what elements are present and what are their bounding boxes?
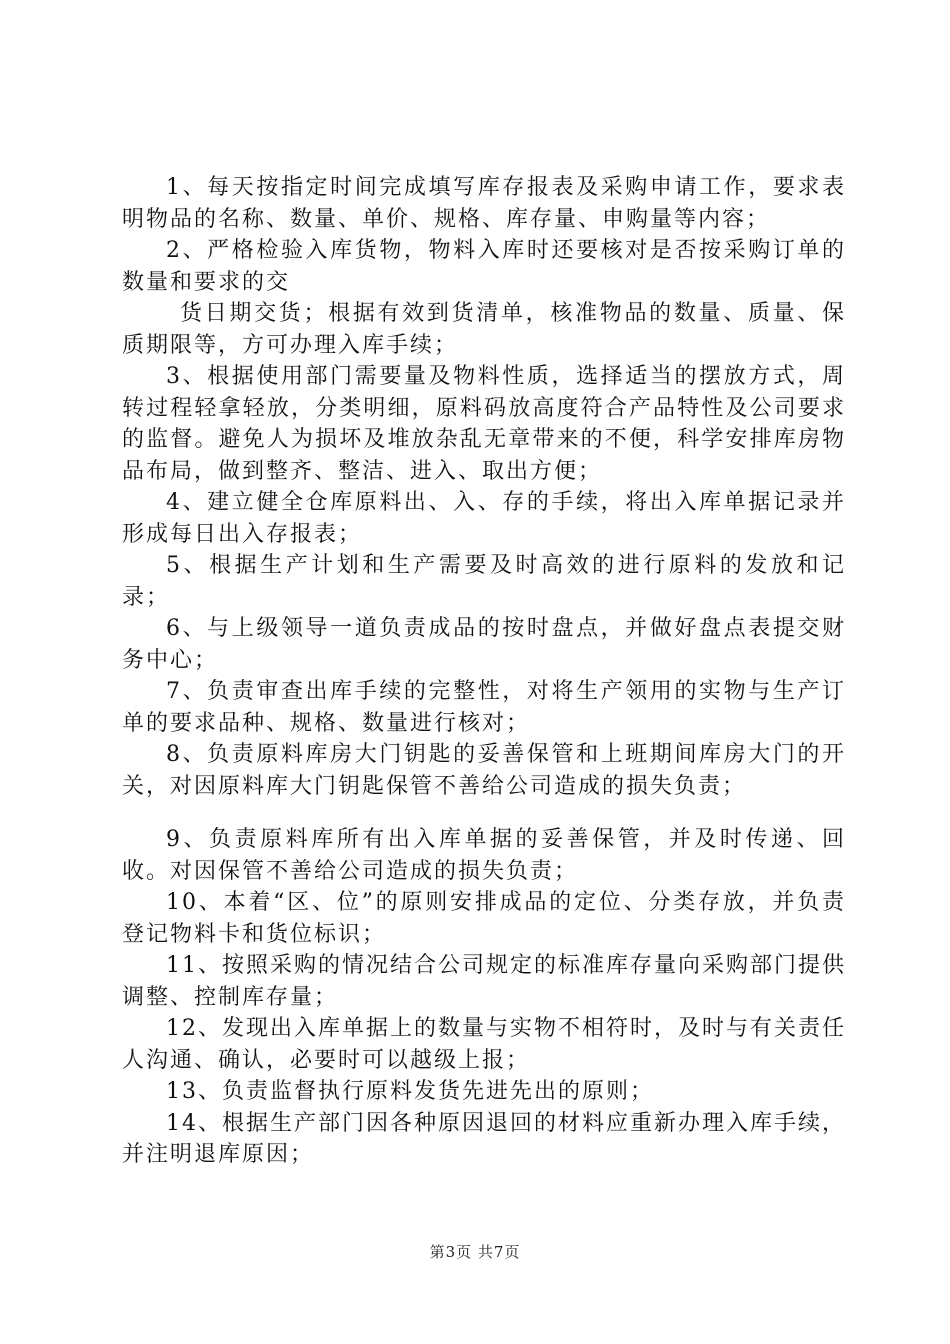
paragraph-item-13: 13、负责监督执行原料发货先进先出的原则； — [166, 1079, 654, 1104]
paragraph-item-10: 10、本着“区、位”的原则安排成品的定位、分类存放，并负责登记物料卡和货位标识； — [122, 890, 846, 947]
paragraph-item-14: 14、根据生产部门因各种原因退回的材料应重新办理入库手续，并注明退库原因； — [122, 1110, 846, 1167]
paragraph-item-8: 8、负责原料库房大门钥匙的妥善保管和上班期间库房大门的开关，对因原料库大门钥匙保管不善给公司造成的损失负责； — [122, 742, 846, 799]
paragraph-spacer — [122, 802, 846, 824]
paragraph-item-9: 9、负责原料库所有出入库单据的妥善保管，并及时传递、回收。对因保管不善给公司造成的损失负责； — [122, 827, 846, 884]
paragraph-item-2-continued: 货日期交货；根据有效到货清单，核准物品的数量、质量、保质期限等，方可办理入库手续； — [122, 301, 846, 358]
page-number-footer: 第3页 共7页 — [429, 1243, 521, 1261]
paragraph-item-12: 12、发现出入库单据上的数量与实物不相符时，及时与有关责任人沟通、确认，必要时可以越级上报； — [122, 1016, 846, 1073]
paragraph-item-7: 7、负责审查出库手续的完整性，对将生产领用的实物与生产订单的要求品种、规格、数量进行核对； — [122, 679, 846, 736]
paragraph-item-3: 3、根据使用部门需要量及物料性质，选择适当的摆放方式，周转过程轻拿轻放，分类明细，原料码放高度符合产品特性及公司要求的监督。避免人为损坏及堆放杂乱无章带来的不便，科学安排库房物品布局，做到整齐、整洁、进入、取出方便； — [122, 364, 846, 484]
paragraph-item-4: 4、建立健全仓库原料出、入、存的手续，将出入库单据记录并形成每日出入存报表； — [122, 490, 846, 547]
document-body — [122, 172, 846, 1171]
paragraph-item-2: 2、严格检验入库货物，物料入库时还要核对是否按采购订单的数量和要求的交 — [122, 238, 846, 295]
paragraph-item-11: 11、按照采购的情况结合公司规定的标准库存量向采购部门提供调整、控制库存量； — [122, 953, 846, 1010]
paragraph-item-1: 1、每天按指定时间完成填写库存报表及采购申请工作，要求表明物品的名称、数量、单价、规格、库存量、申购量等内容； — [122, 175, 846, 232]
paragraph-item-6: 6、与上级领导一道负责成品的按时盘点，并做好盘点表提交财务中心； — [122, 616, 846, 673]
paragraph-item-5: 5、根据生产计划和生产需要及时高效的进行原料的发放和记录； — [122, 553, 846, 610]
